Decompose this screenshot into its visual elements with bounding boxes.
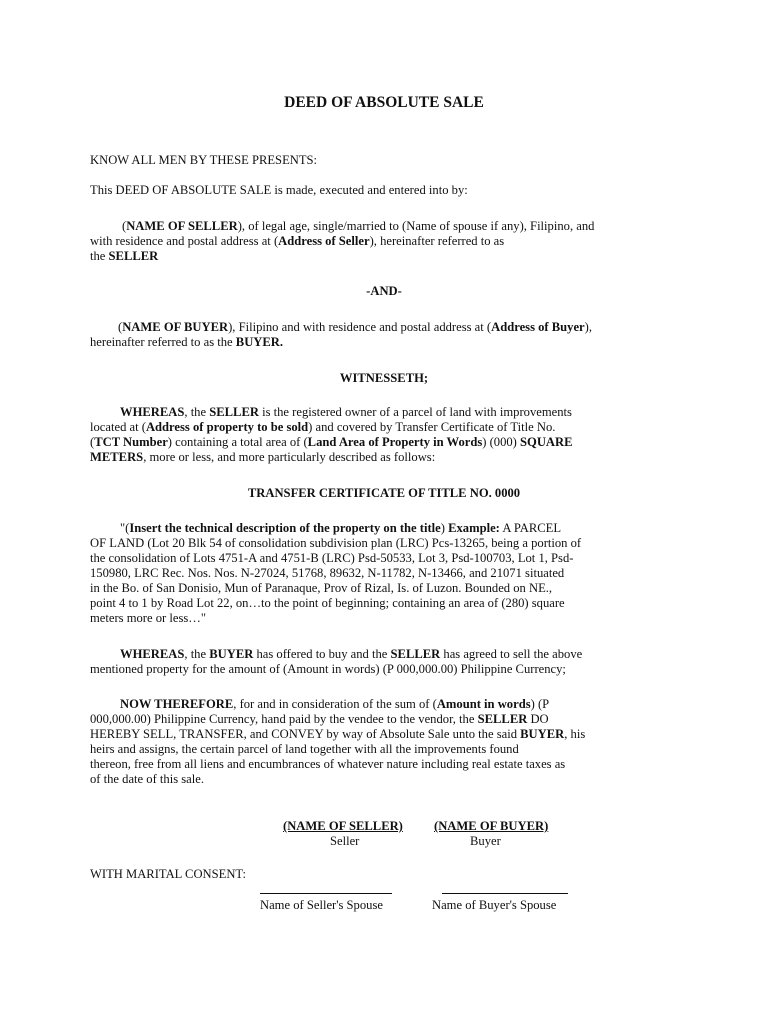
seller-name-placeholder: NAME OF SELLER <box>126 219 238 233</box>
technical-line-3: the consolidation of Lots 4751-A and 4751-B (LRC) Psd-50533, Lot 3, Psd-100703, Lot 1, Psd- <box>90 551 574 565</box>
technical-line-5: in the Bo. of San Donisio, Mun of Paranaque, Prov of Rizal, Is. of Luzon. Bounded on NE., <box>90 581 553 595</box>
witnesseth-heading: WITNESSETH; <box>339 371 429 385</box>
seller-spouse-signature-line <box>260 893 392 894</box>
now-therefore-line-3: HEREBY SELL, TRANSFER, and CONVEY by way of Absolute Sale unto the said BUYER, his <box>90 727 586 741</box>
tct-number-placeholder: TCT Number <box>94 435 168 449</box>
buyer-signature-name: (NAME OF BUYER) <box>434 819 549 833</box>
property-address-placeholder: Address of property to be sold <box>145 420 309 434</box>
now-therefore-line-2: 000,000.00) Philippine Currency, hand paid by the vendee to the vendor, the SELLER DO <box>90 712 549 726</box>
made-by-line: This DEED OF ABSOLUTE SALE is made, executed and entered into by: <box>90 183 468 197</box>
buyer-spouse-signature-line <box>442 893 568 894</box>
seller-para-line-1: (NAME OF SELLER), of legal age, single/married to (Name of spouse if any), Filipino, and <box>122 219 595 233</box>
whereas-1-line-4: METERS, more or less, and more particularly described as follows: <box>90 450 436 464</box>
know-all-men-line: KNOW ALL MEN BY THESE PRESENTS: <box>90 153 318 167</box>
now-therefore-line-5: thereon, free from all liens and encumbrances of whatever nature including real estate taxes as <box>90 757 566 771</box>
buyer-spouse-label: Name of Buyer's Spouse <box>432 898 557 912</box>
seller-para-line-3: the SELLER <box>90 249 159 263</box>
now-therefore-line-6: of the date of this sale. <box>90 772 205 786</box>
seller-spouse-label: Name of Seller's Spouse <box>260 898 383 912</box>
and-separator: -AND- <box>366 284 402 298</box>
seller-signature-role: Seller <box>330 834 360 848</box>
buyer-para-line-1: (NAME OF BUYER), Filipino and with residence and postal address at (Address of Buyer), <box>118 320 592 334</box>
whereas-2-line-1: WHEREAS, the BUYER has offered to buy and the SELLER has agreed to sell the above <box>120 647 583 661</box>
buyer-signature-role: Buyer <box>470 834 501 848</box>
technical-line-7: meters more or less…" <box>90 611 207 625</box>
buyer-name-placeholder: NAME OF BUYER <box>122 320 229 334</box>
seller-signature-name: (NAME OF SELLER) <box>283 819 403 833</box>
technical-line-4: 150980, LRC Rec. Nos. Nos. N-27024, 51768, 89632, N-11782, N-13466, and 21071 situated <box>90 566 565 580</box>
whereas-1-line-2: located at (Address of property to be sold) and covered by Transfer Certificate of Title No. <box>90 420 556 434</box>
whereas-1-line-3: (TCT Number) containing a total area of (Land Area of Property in Words) (000) SQUARE <box>90 435 573 449</box>
marital-consent-label: WITH MARITAL CONSENT: <box>90 867 247 881</box>
technical-line-2: OF LAND (Lot 20 Blk 54 of consolidation subdivision plan (LRC) Pcs-13265, being a portion of <box>90 536 582 550</box>
now-therefore-line-4: heirs and assigns, the certain parcel of land together with all the improvements found <box>90 742 519 756</box>
document-title: DEED OF ABSOLUTE SALE <box>284 94 484 111</box>
whereas-2-line-2: mentioned property for the amount of (Amount in words) (P 000,000.00) Philippine Currency; <box>90 662 566 676</box>
tct-heading: TRANSFER CERTIFICATE OF TITLE NO. 0000 <box>247 486 521 500</box>
buyer-para-line-2: hereinafter referred to as the BUYER. <box>90 335 284 349</box>
technical-line-1: "(Insert the technical description of the property on the title) Example: A PARCEL <box>120 521 562 535</box>
now-therefore-line-1: NOW THEREFORE, for and in consideration of the sum of (Amount in words) (P <box>120 697 550 711</box>
amount-in-words-placeholder: Amount in words <box>436 697 531 711</box>
buyer-address-placeholder: Address of Buyer <box>491 320 585 334</box>
technical-line-6: point 4 to 1 by Road Lot 22, on…to the point of beginning; containing an area of (280) square <box>90 596 565 610</box>
seller-address-placeholder: Address of Seller <box>278 234 370 248</box>
seller-para-line-2: with residence and postal address at (Address of Seller), hereinafter referred to as <box>90 234 505 248</box>
land-area-placeholder: Land Area of Property in Words <box>307 435 483 449</box>
whereas-1-line-1: WHEREAS, the SELLER is the registered owner of a parcel of land with improvements <box>120 405 572 419</box>
